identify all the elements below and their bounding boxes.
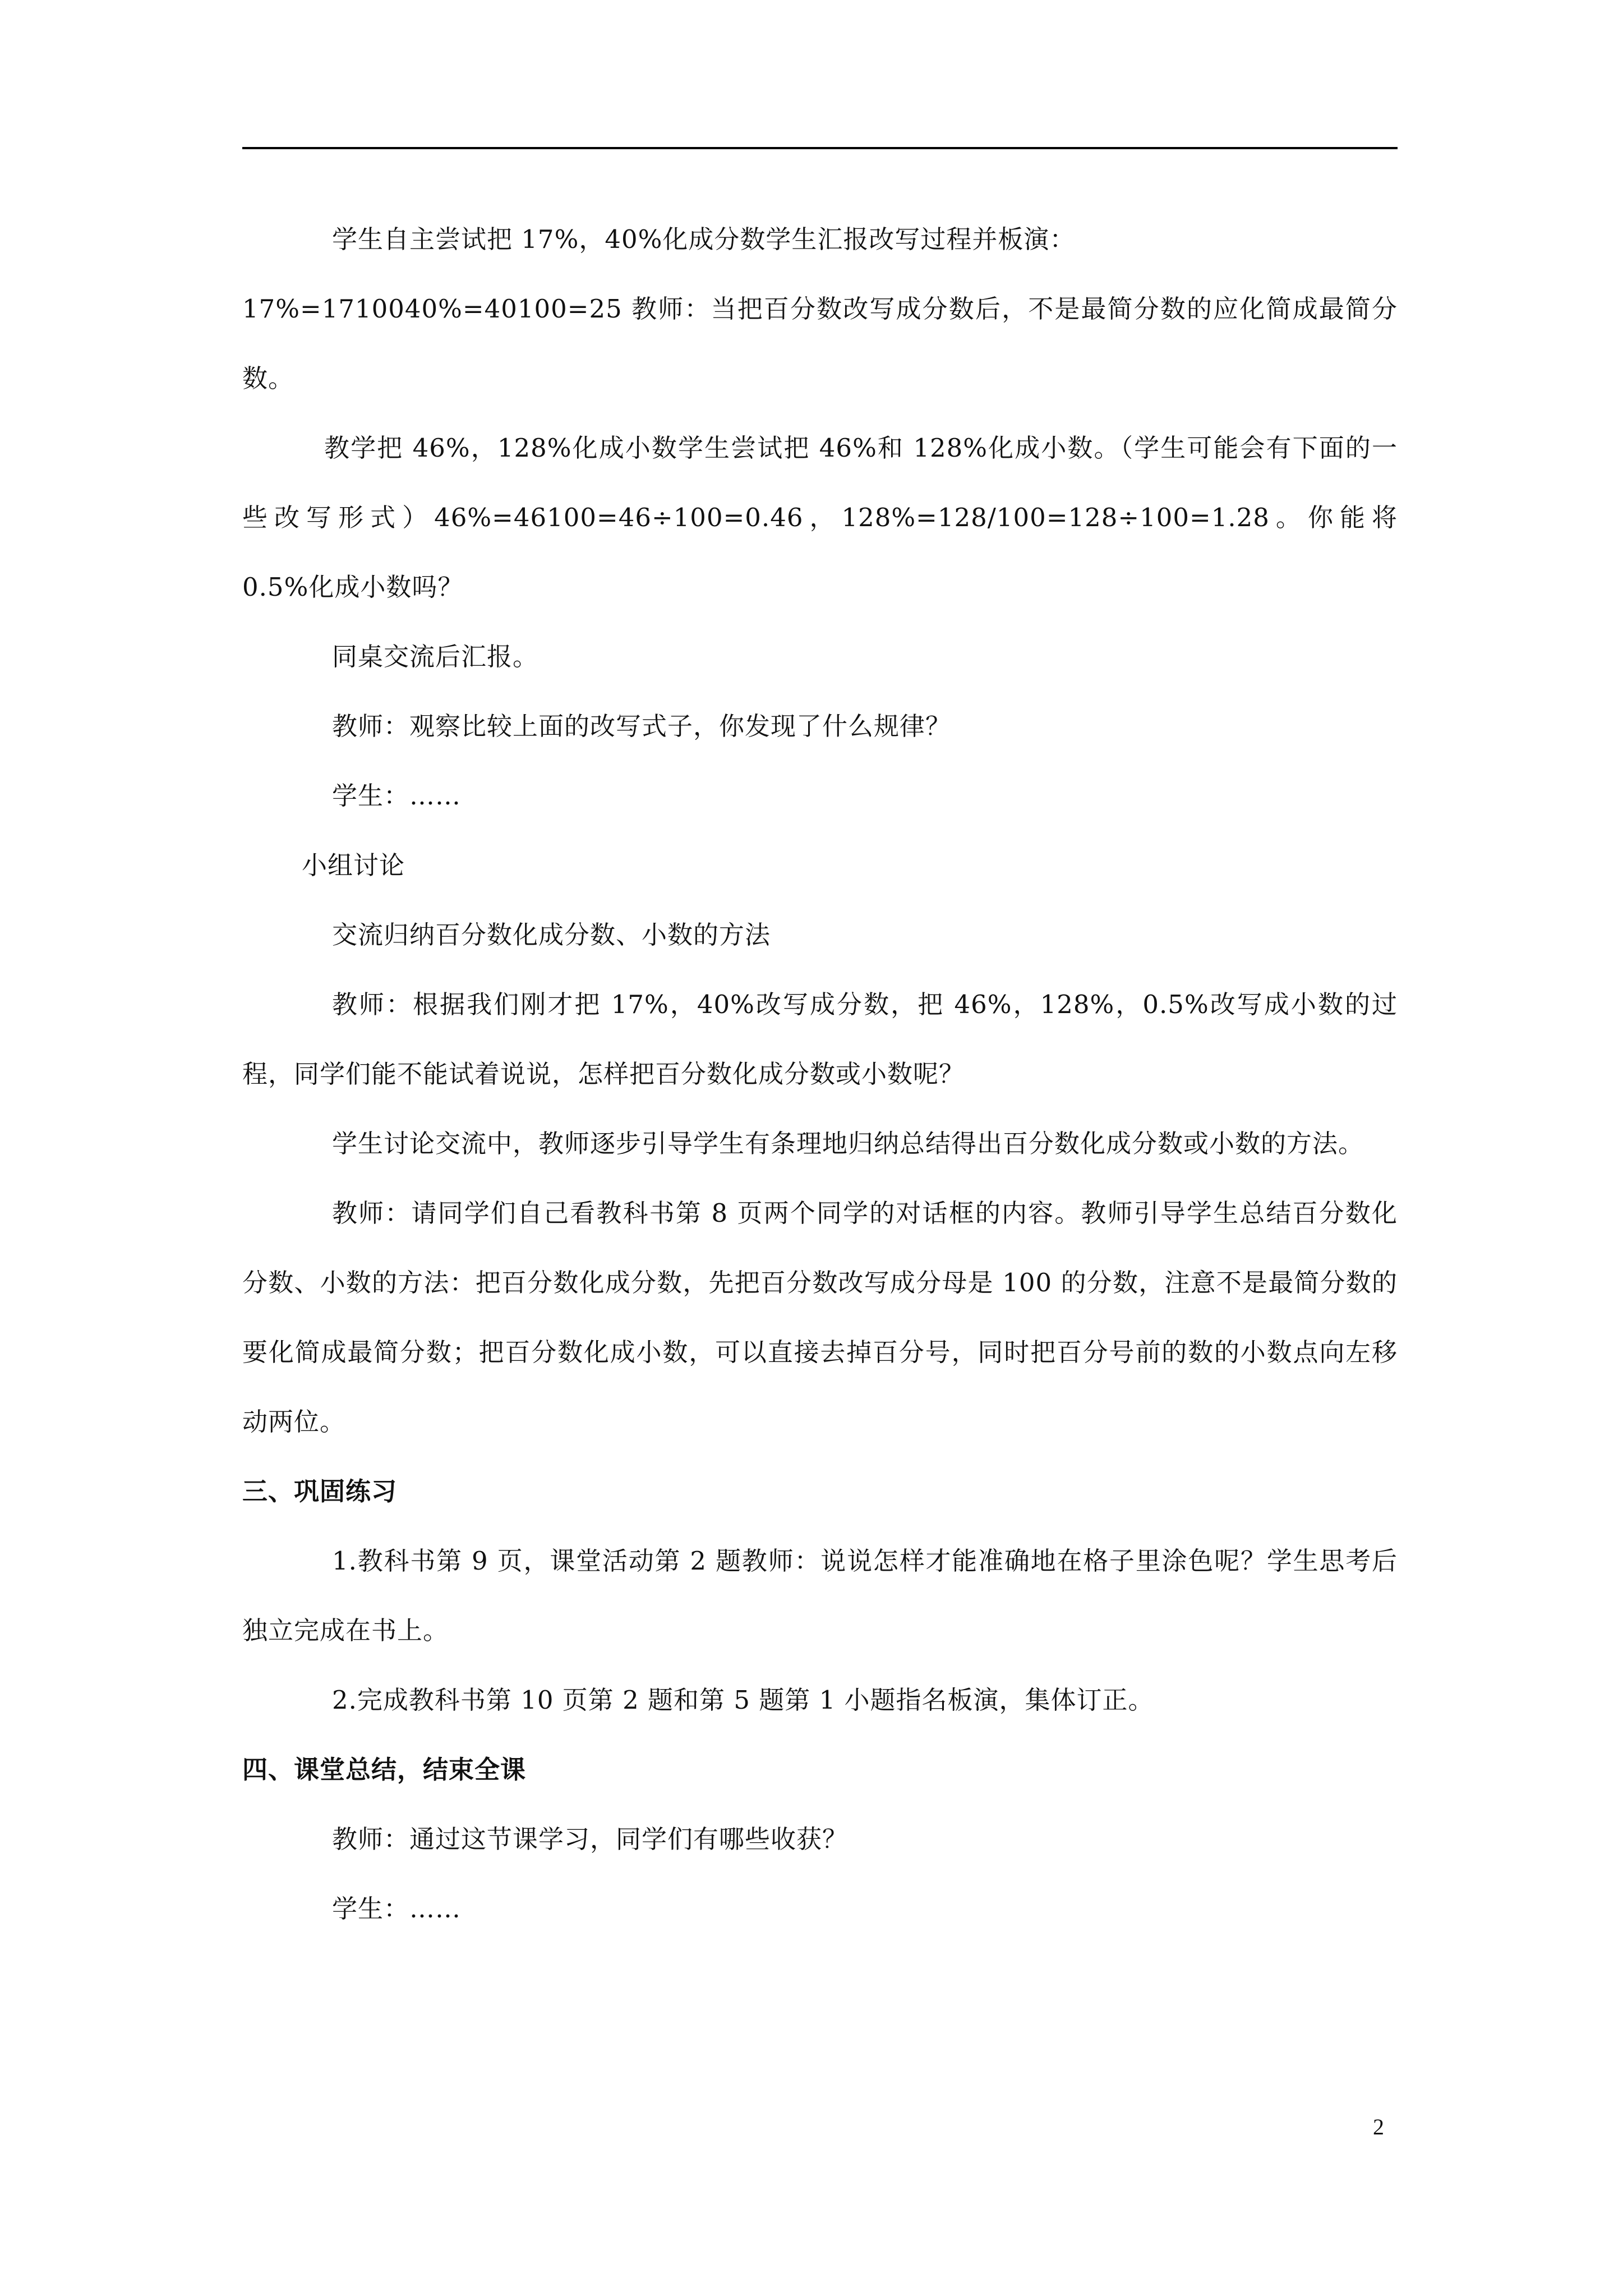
paragraph-teacher-question: 教师：根据我们刚才把 17%，40%改写成分数，把 46%，128%，0.5%改写成小数的过程，同学们能不能试着说说，怎样把百分数化成分数或小数呢？ [242,990,1398,1089]
paragraph-practice-2: 2.完成教科书第 10 页第 2 题和第 5 题第 1 小题指名板演，集体订正。 [332,1685,1154,1715]
paragraph-decimal-teaching: 教学把 46%，128%化成小数学生尝试把 46%和 128%化成小数。（学生可能会有下面的一些改写形式）46%=46100=46÷100=0.46，128%=128/100=128÷100=1.28。你能将 0.5%化成小数吗？ [242,433,1398,602]
paragraph-teacher-observe: 教师：观察比较上面的改写式子，你发现了什么规律？ [332,711,952,741]
paragraph-conversion-result: 17%=1710040%=40100=25 教师：当把百分数改写成分数后，不是最简分数的应化简成最简分数。 [242,294,1398,393]
paragraph-teacher-harvest: 教师：通过这节课学习，同学们有哪些收获？ [332,1824,849,1854]
paragraph-student-reply: 学生：…… [332,781,462,811]
paragraph-practice-1: 1.教科书第 9 页，课堂活动第 2 题教师：说说怎样才能准确地在格子里涂色呢？学生思考后独立完成在书上。 [242,1546,1398,1645]
paragraph-group-discussion: 小组讨论 [302,850,405,880]
paragraph-textbook-summary: 教师：请同学们自己看教科书第 8 页两个同学的对话框的内容。教师引导学生总结百分数化分数、小数的方法：把百分数化成分数，先把百分数改写成分母是 100 的分数，注意不是最简分数的要化简成最简分数；把百分数化成小数，可以直接去掉百分号，同时把百分号前的数的小数点向左移动两位。 [242,1198,1398,1437]
document-body [242,205,1398,1944]
paragraph-summarize-method: 交流归纳百分数化成分数、小数的方法 [332,920,771,950]
paragraph-deskmate-report: 同桌交流后汇报。 [332,642,539,671]
paragraph-discussion: 学生讨论交流中，教师逐步引导学生有条理地归纳总结得出百分数化成分数或小数的方法。 [332,1129,1364,1158]
section-heading-practice: 三、巩固练习 [242,1476,398,1506]
section-heading-summary: 四、课堂总结，结束全课 [242,1755,527,1784]
page-number: 2 [1373,2114,1384,2139]
paragraph-student-final: 学生：…… [332,1894,462,1924]
header-rule [242,147,1398,149]
paragraph-student-attempt: 学生自主尝试把 17%，40%化成分数学生汇报改写过程并板演： [332,224,1076,254]
